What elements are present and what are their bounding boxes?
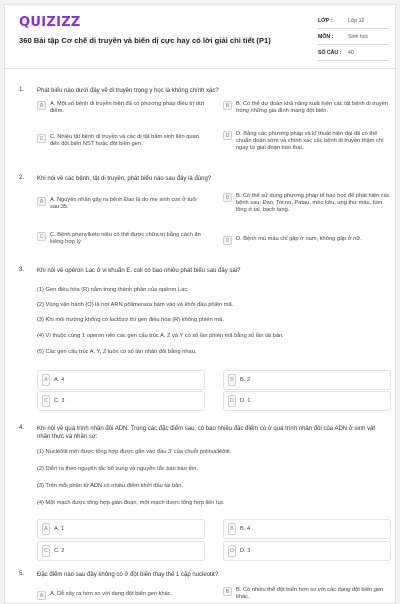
question-number: 5. bbox=[19, 571, 25, 577]
option-letter: D bbox=[228, 395, 236, 407]
option-b[interactable] bbox=[223, 193, 391, 214]
worksheet-header bbox=[5, 5, 395, 69]
option-letter: A bbox=[42, 523, 50, 535]
option-c[interactable] bbox=[37, 134, 207, 148]
option-text: D. 3 bbox=[240, 547, 251, 554]
option-c[interactable] bbox=[37, 541, 205, 561]
statement: (2) Vùng vận hành (O) là nơi ARN pôlimeraza bám vào và khởi đầu phiên mã. bbox=[37, 302, 234, 308]
statement: (2) Diễn ra theo nguyên tắc bổ sung và nguyên tắc bán bảo tồn. bbox=[37, 466, 198, 472]
option-text: C. 2 bbox=[54, 547, 65, 554]
question-number: 2. bbox=[19, 175, 25, 181]
option-letter: B bbox=[223, 101, 232, 110]
option-text: B. 4 bbox=[240, 525, 251, 532]
option-text: B. Có nhiều thể đột biến hơn so với các dạng đột biến gen khác. bbox=[236, 587, 384, 600]
question-number: 3. bbox=[19, 267, 25, 273]
question-text: Khi nói về các bệnh, tật di truyền, phát biểu nào sau đây là đúng? bbox=[37, 176, 212, 182]
option-text: A. 4 bbox=[54, 376, 65, 383]
option-letter: B bbox=[223, 193, 232, 202]
option-letter: C bbox=[37, 134, 46, 143]
option-letter: A bbox=[37, 591, 46, 600]
page-title: 360 Bài tập Cơ chế di truyền và biến dị cực hay có lời giải chi tiết (P1) bbox=[19, 36, 271, 45]
option-text: D. Bằng các phương pháp và kĩ thuật hiện đại đã có thể chuẩn đoán sớm và chính xác các bệnh di truyền thậm chí ngay từ giai đoạn bào thai. bbox=[236, 131, 384, 151]
question-number: 4. bbox=[19, 425, 25, 431]
option-b[interactable] bbox=[223, 370, 391, 390]
meta-row-subject bbox=[318, 29, 390, 45]
statement: (3) Trên mỗi phân tử ADN có nhiều điểm khởi đầu tái bản. bbox=[37, 483, 184, 489]
statement: (5) Các gen cấu trúc A, Y, Z luôn có số lần nhân đôi bằng nhau. bbox=[37, 349, 197, 355]
option-text: B. 2 bbox=[240, 376, 251, 383]
statement: (1) Gen điều hòa (R) nằm trong thành phần của opêron Lac. bbox=[37, 287, 189, 293]
option-text: B. Có thể dự đoán khả năng xuất hiện các tật bệnh di truyền trong những gia đình mang đột biến. bbox=[236, 101, 389, 114]
option-b[interactable] bbox=[223, 519, 391, 539]
option-d[interactable] bbox=[223, 236, 391, 245]
meta-label: LỚP : bbox=[318, 17, 333, 24]
option-d[interactable] bbox=[223, 541, 391, 561]
meta-value: 40 bbox=[348, 49, 354, 56]
option-letter: A bbox=[37, 197, 46, 206]
option-a[interactable] bbox=[37, 370, 205, 390]
option-d[interactable] bbox=[223, 131, 391, 152]
option-letter: D bbox=[223, 131, 232, 140]
question-text: Khi nói về quá trình nhân đôi ADN. Trong các đặc điểm sau, có bao nhiêu đặc điểm có ở quá trình nhân đôi của ADN ở sinh vật nhân thực và nhân sơ: bbox=[37, 426, 376, 440]
option-a[interactable] bbox=[37, 101, 207, 115]
option-text: C. 3 bbox=[54, 397, 65, 404]
option-a[interactable] bbox=[37, 591, 207, 600]
option-letter: D bbox=[223, 236, 232, 245]
question-text: Phát biểu nào dưới đây về di truyền trong y học là không chính xác? bbox=[37, 88, 219, 94]
option-text: D. 1 bbox=[240, 397, 251, 404]
option-letter: B bbox=[223, 587, 232, 596]
question-number: 1. bbox=[19, 87, 25, 93]
option-b[interactable] bbox=[223, 587, 391, 601]
option-text: B. Có thể sử dụng phương pháp tế bào học để phát hiện các bệnh sau: Đao, Tocno, Patau, mèo kêu, ung thư máu, túm lông ở tai, bạch tạng. bbox=[236, 193, 390, 213]
option-text: A. Dễ xảy ra hơn so với dạng đột biến gen khác. bbox=[50, 591, 173, 597]
option-a[interactable] bbox=[37, 197, 207, 211]
meta-row-count bbox=[318, 45, 390, 61]
option-letter: C bbox=[42, 545, 50, 557]
option-text: D. Bệnh mù màu chỉ gặp ở nam, không gặp ở nữ. bbox=[236, 236, 362, 242]
meta-table bbox=[318, 13, 390, 61]
option-letter: C bbox=[37, 232, 46, 241]
quizizz-logo: QUIZIZZ bbox=[19, 15, 81, 30]
option-b[interactable] bbox=[223, 101, 391, 115]
statement: (4) Vì thuộc cùng 1 operon nên các gen cấu trúc A, Z và Y có số lần phiên mã bằng số lần tái bản. bbox=[37, 333, 284, 339]
meta-value: Lớp 12 bbox=[348, 17, 365, 24]
option-letter: C bbox=[42, 395, 50, 407]
statement: (3) Khi môi trường không có lactôzơ thì gen điều hòa (R) không phiên mã. bbox=[37, 317, 224, 323]
question-text: Khi nói về opêron Lac ở vi khuẩn E. coli có bao nhiêu phát biểu sau đây sai? bbox=[37, 268, 241, 274]
option-text: C. Nhiều tật bệnh di truyền và các dị tật bẩm sinh liên quan đến đột biến NST hoặc đột biến gen. bbox=[50, 134, 199, 147]
statement: (4) Một mạch được tổng hợp gián đoạn, một mạch được tổng hợp liên tục bbox=[37, 500, 224, 506]
meta-row-grade bbox=[318, 13, 390, 29]
worksheet-page bbox=[4, 4, 396, 604]
option-a[interactable] bbox=[37, 519, 205, 539]
statement: (1) Nuclêôtit mới được tổng hợp được gắn vào đầu 3' của chuỗi polinuclêôtit. bbox=[37, 449, 232, 455]
meta-label: SỐ CÂU : bbox=[318, 49, 342, 56]
option-c[interactable] bbox=[37, 391, 205, 411]
option-letter: A bbox=[37, 101, 46, 110]
question-text: Đặc điểm nào sau đây không có ở đột biến thay thế 1 cặp nucleotit? bbox=[37, 572, 219, 578]
option-letter: A bbox=[42, 374, 50, 386]
option-text: C. Bệnh phenylketo niệu có thể được chữa trị bằng cách ăn kiêng hợp lý bbox=[50, 232, 201, 245]
option-text: A. Một số bệnh di truyền hiện đã có phương pháp điều trị dứt điểm. bbox=[50, 101, 205, 114]
meta-label: MÔN : bbox=[318, 33, 334, 40]
option-letter: D bbox=[228, 545, 236, 557]
option-letter: B bbox=[228, 523, 236, 535]
option-c[interactable] bbox=[37, 232, 207, 246]
option-d[interactable] bbox=[223, 391, 391, 411]
option-letter: B bbox=[228, 374, 236, 386]
option-text: A. 1 bbox=[54, 525, 65, 532]
meta-value: Sinh học bbox=[348, 33, 369, 40]
option-text: A. Nguyên nhân gây ra bệnh Đao là do mẹ sinh con ở tuổi sau 35. bbox=[50, 197, 197, 210]
